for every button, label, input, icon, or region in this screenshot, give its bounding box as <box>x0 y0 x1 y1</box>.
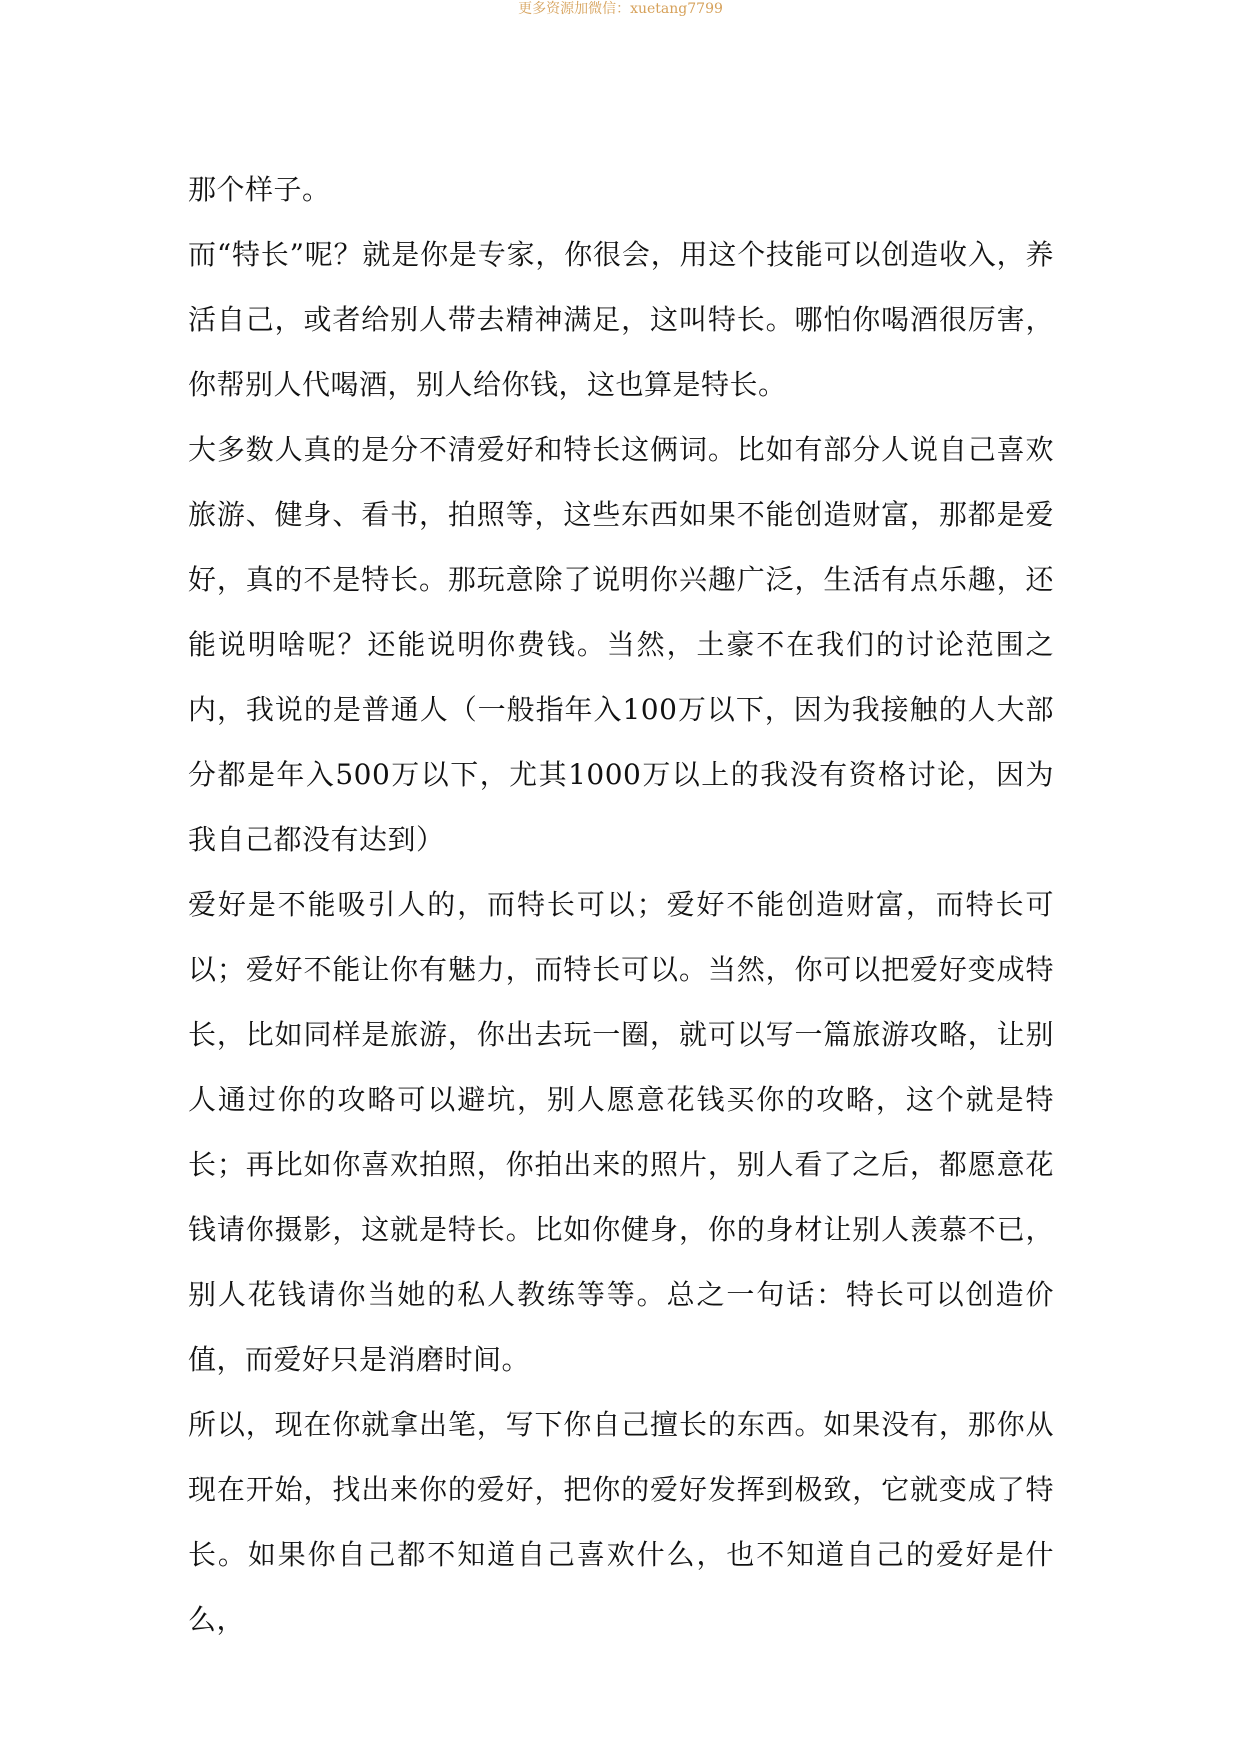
paragraph-4: 爱好是不能吸引人的，而特长可以；爱好不能创造财富，而特长可以；爱好不能让你有魅力，而特长可以。当然，你可以把爱好变成特长，比如同样是旅游，你出去玩一圈，就可以写一篇旅游攻略，让别人通过你的攻略可以避坑，别人愿意花钱买你的攻略，这个就是特长；再比如你喜欢拍照，你拍出来的照片，别人看了之后，都愿意花钱请你摄影，这就是特长。比如你健身，你的身材让别人羡慕不已，别人花钱请你当她的私人教练等等。总之一句话：特长可以创造价值，而爱好只是消磨时间。 <box>188 888 1054 1376</box>
paragraph-3: 大多数人真的是分不清爱好和特长这俩词。比如有部分人说自己喜欢旅游、健身、看书，拍照等，这些东西如果不能创造财富，那都是爱好，真的不是特长。那玩意除了说明你兴趣广泛，生活有点乐趣，还能说明啥呢？还能说明你费钱。当然，土豪不在我们的讨论范围之内，我说的是普通人（一般指年入100万以下，因为我接触的人大部分都是年入500万以下，尤其1000万以上的我没有资格讨论，因为我自己都没有达到） <box>188 433 1054 856</box>
paragraph-2: 而“特长”呢？就是你是专家，你很会，用这个技能可以创造收入，养活自己，或者给别人带去精神满足，这叫特长。哪怕你喝酒很厉害，你帮别人代喝酒，别人给你钱，这也算是特长。 <box>188 238 1054 401</box>
watermark: 更多资源加微信：xuetang7799 <box>518 1 723 17</box>
document-body <box>188 157 1054 1652</box>
paragraph-1: 那个样子。 <box>188 173 331 206</box>
paragraph-5: 所以，现在你就拿出笔，写下你自己擅长的东西。如果没有，那你从现在开始，找出来你的爱好，把你的爱好发挥到极致，它就变成了特长。如果你自己都不知道自己喜欢什么，也不知道自己的爱好是什么， <box>188 1408 1054 1636</box>
